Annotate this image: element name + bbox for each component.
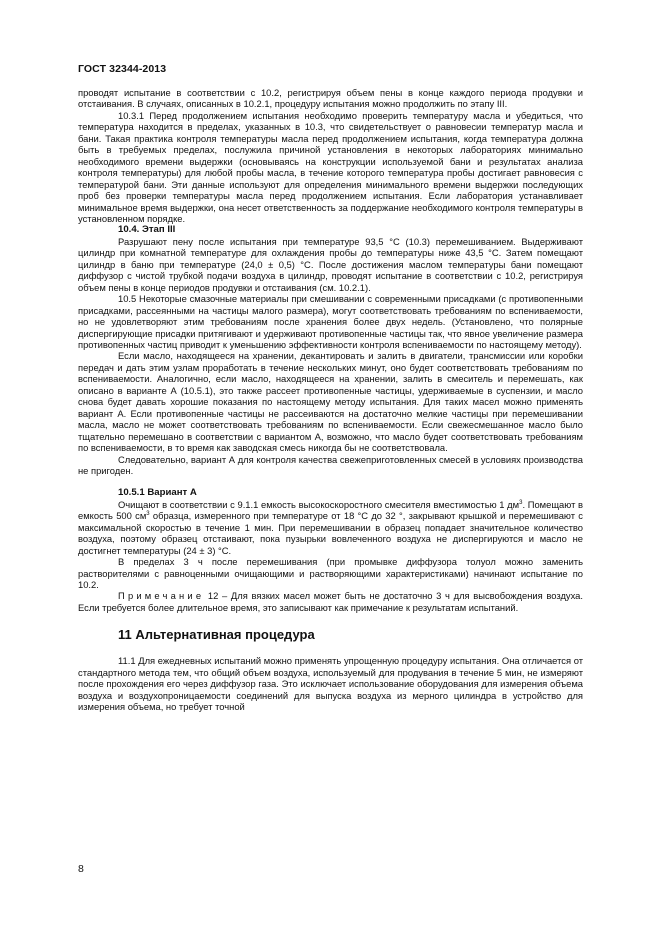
paragraph-10-4: Разрушают пену после испытания при температуре 93,5 °С (10.3) перемешиванием. Выдерживают цилиндр при комнатной температуре для охлаждения пробы до температуры ниже 43,5 °С. Затем помещают цилиндр в баню при температуре (24,0 ± 0,5) °С. После достижения маслом температуры бани помещают диффузор с чистой трубкой подачи воздуха в цилиндр, проводят испытание в соответствии с 10.2, регистрируя объем пены в конце периодов продувки и отстаивания (см. 10.2.1).	[78, 235, 583, 293]
superscript: 3	[519, 499, 523, 506]
paragraph-10-3-1: 10.3.1 Перед продолжением испытания необходимо проверить температуру масла и убедиться, что температура находится в пределах, указанных в 10.3, что свидетельствует о равновесии температур масла и бани. Такая практика контроля температуры масла перед продолжением испытания, когда температура должна быть в требуемых пределах, послужила причиной установления в некоторых лабораториях минимально необходимого времени выдержки (основываясь на конструкции используемой бани и результатах анализа контроля температуры) для любой пробы масла, в течение которого температура пробы достигает равновесия с температурой бани. Эти данные используют для определения минимального времени выдержки последующих проб без проверки температуры масла перед продолжением испытания. Если лаборатория устанавливает минимальное время выдержки, она несет ответственность за поддержание необходимого контроля температуры в установленном порядке.	[78, 109, 583, 224]
paragraph-10-5: 10.5 Некоторые смазочные материалы при смешивании с современными присадками (с противопенными присадками, рассеянными на частицы малого размера), могут соответствовать требованиям по вспениваемости, но не удовлетворяют этим требованиям после хранения более двух недель. (Установлено, что полярные диспергирующие присадки притягивают и удерживают противопенные частицы так, что явное увеличение размера противопенных частиц приводит к уменьшению эффективности контроля вспениваемости по настоящему методу).	[78, 293, 583, 350]
text-fragment: образца, измеренного при температуре от 18 °С до 32 °, закрывают крышкой и перемешивают с максимальной скоростью в течение 1 мин. При перемешивании в образец попадает значительное количество воздуха, поэтому образец отстаивают, пока пузырьки вовлеченного воздуха не диспергируются и масло не достигнет температуры (24 ± 3) °С.	[78, 510, 583, 556]
page-number: 8	[78, 863, 84, 875]
paragraph-3h: В пределах 3 ч после перемешивания (при промывке диффузора толуол можно заменить растворителями с равноценными очищающими и растворяющими характеристиками) начинают испытание по 10.2.	[78, 556, 583, 591]
text-fragment: . Помещают в емкость 500 см	[78, 498, 584, 522]
section-heading-11: 11 Альтернативная процедура	[118, 627, 315, 643]
text-fragment: Очищают в соответствии с 9.1.1 емкость высокоскоростного смесителя вместимостью 1 дм	[118, 498, 520, 510]
note-12	[78, 590, 583, 613]
document-body	[78, 87, 583, 713]
note-label: Примечание	[118, 590, 205, 602]
document-header: ГОСТ 32344-2013	[78, 63, 167, 75]
section-heading-10-4: 10.4. Этап III	[118, 224, 176, 236]
paragraph-11-1: 11.1 Для ежедневных испытаний можно применять упрощенную процедуру испытания. Она отличается от стандартного метода тем, что общий объем воздуха, используемый для продувания в течение 5 мин, не измеряют после прохождения его через диффузор газа. Это исключает использование оборудования для измерения объема воздуха и воздухопроницаемости соединений для выпуска воздуха из мерного цилиндра в устройство для измерения объема, но требует точной	[78, 655, 583, 713]
superscript: 3	[146, 511, 150, 518]
paragraph-intro: проводят испытание в соответствии с 10.2, регистрируя объем пены в конце каждого периода продувки и отстаивания. В случаях, описанных в 10.2.1, процедуру испытания можно продолжить по этапу III.	[78, 87, 583, 110]
paragraph-10-5-1	[78, 499, 583, 556]
section-heading-10-5-1: 10.5.1 Вариант А	[118, 487, 197, 499]
note-text: 12 – Для вязких масел может быть не достаточно 3 ч для высвобождения воздуха. Если требуется более длительное время, это записывают как примечание к результатам испытаний.	[78, 590, 583, 613]
paragraph-conclusion: Следовательно, вариант А для контроля качества свежеприготовленных смесей в условиях производства не пригоден.	[78, 453, 583, 476]
paragraph-storage: Если масло, находящееся на хранении, декантировать и залить в двигатели, трансмиссии или коробки передач и дать этим узлам проработать в течение нескольких минут, оно будет соответствовать требованиям по вспениваемости. Аналогично, если масло, находящееся на хранении, залить в смеситель и перемешать, как описано в варианте А (10.5.1), это также рассеет противопенные частицы, удерживаемые в суспензии, и масло снова будет давать хорошие показания по настоящему методу испытания. Для таких масел можно применять вариант А. Если противопенные частицы не рассеиваются на достаточно мелкие частицы при перемешивании масла, масло не может соответствовать требованиям по вспениваемости. Если свежесмешанное масло было тщательно перемешано в соответствии с вариантом А, возможно, что масло будет соответствовать требованиям по вспениваемости, в то время как заводская смесь никогда бы не соответствовала.	[78, 350, 583, 454]
